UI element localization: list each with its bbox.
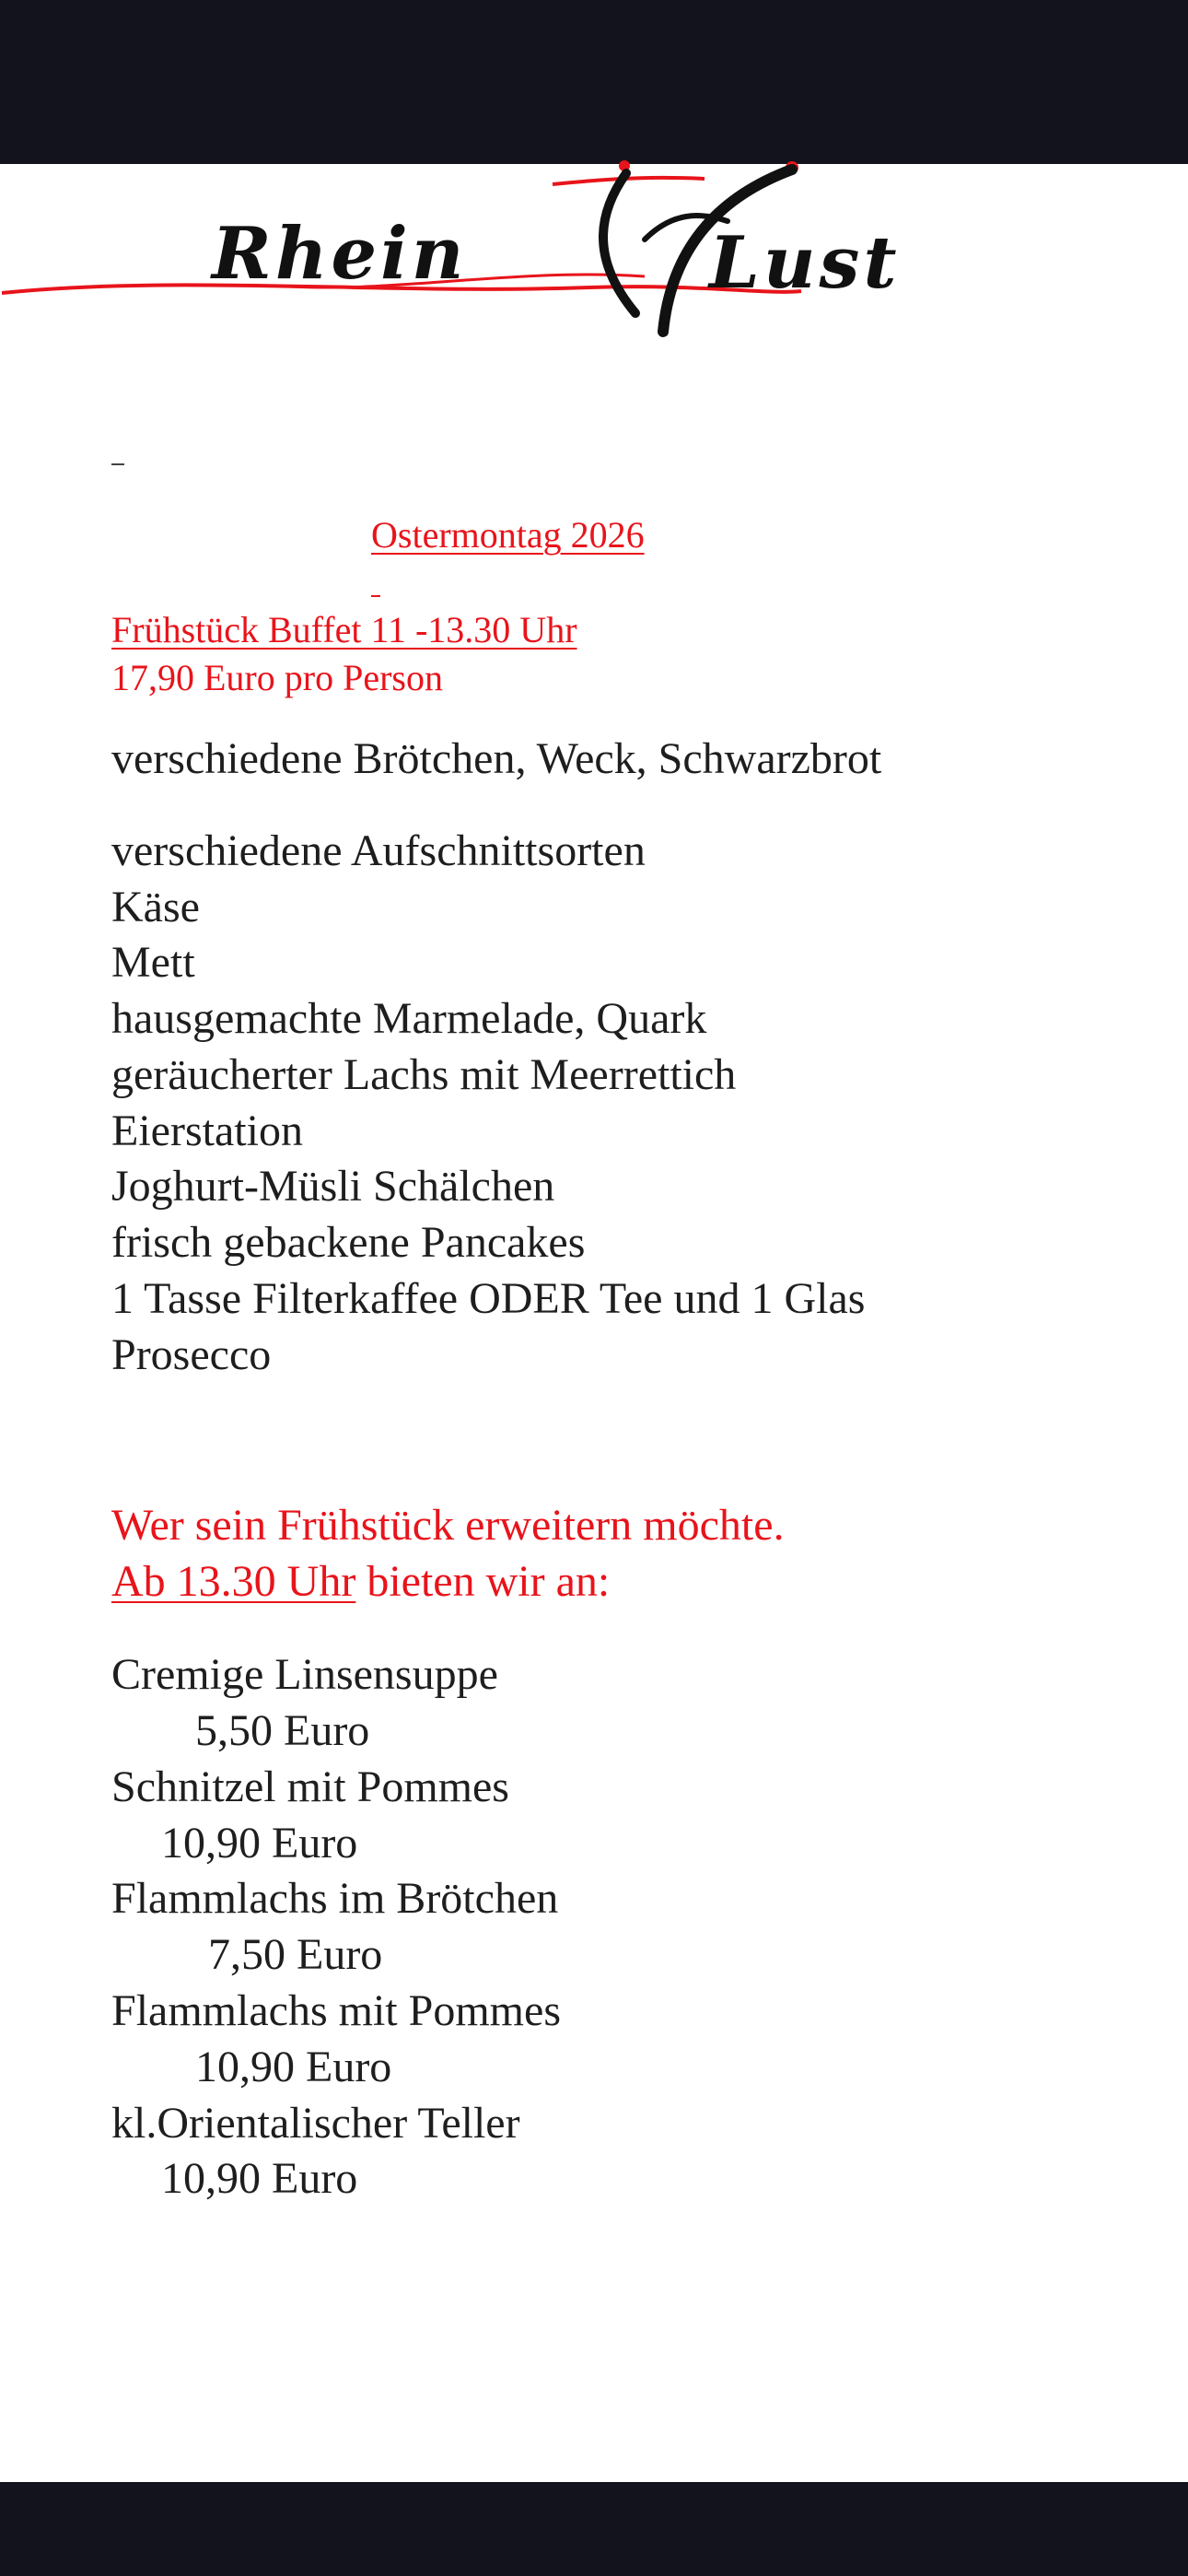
breakfast-item: frisch gebackene Pancakes <box>111 1218 586 1267</box>
extras-intro-rest: bieten wir an: <box>355 1557 611 1606</box>
breakfast-item: hausgemachte Marmelade, Quark <box>111 994 707 1043</box>
logo-word-left: Rhein <box>212 212 468 296</box>
dish-price: 10,90 Euro <box>161 1819 358 1868</box>
dish-name: Cremige Linsensuppe <box>111 1650 498 1699</box>
logo-figure-left-stroke <box>603 173 635 313</box>
occasion-heading: Ostermontag 2026 <box>371 514 645 556</box>
stray-mark-red <box>371 595 380 597</box>
bread-line: verschiedene Brötchen, Weck, Schwarzbrot <box>111 734 882 783</box>
dish-price: 7,50 Euro <box>208 1930 383 1979</box>
dish-price: 5,50 Euro <box>195 1706 370 1755</box>
buffet-title: Frühstück Buffet 11 -13.30 Uhr <box>111 609 577 650</box>
dish-price: 10,90 Euro <box>195 2043 392 2091</box>
dish-price: 10,90 Euro <box>161 2154 358 2203</box>
breakfast-item: verschiedene Aufschnittsorten <box>111 826 646 875</box>
breakfast-item: Käse <box>111 883 200 931</box>
stray-mark <box>111 463 124 465</box>
dish-name: kl.Orientalischer Teller <box>111 2099 520 2148</box>
extras-intro-time: Ab 13.30 Uhr <box>111 1557 356 1606</box>
logo-swoosh-top <box>553 178 705 184</box>
logo-graphic <box>0 157 976 341</box>
dish-name: Schnitzel mit Pommes <box>111 1762 509 1811</box>
breakfast-item: Mett <box>111 938 195 987</box>
extras-intro-time-line <box>111 1557 611 1606</box>
breakfast-item: 1 Tasse Filterkaffee ODER Tee und 1 Glas <box>111 1274 866 1323</box>
breakfast-item: geräucherter Lachs mit Meerrettich <box>111 1050 737 1099</box>
logo-word-right: Lust <box>709 221 901 305</box>
top-bar <box>0 0 1188 164</box>
dish-name: Flammlachs im Brötchen <box>111 1874 559 1923</box>
extras-intro: Wer sein Frühstück erweitern möchte. <box>111 1501 785 1550</box>
rheinlust-logo <box>0 157 976 341</box>
bottom-bar <box>0 2482 1188 2576</box>
breakfast-item: Prosecco <box>111 1330 272 1379</box>
dish-name: Flammlachs mit Pommes <box>111 1986 561 2035</box>
breakfast-item: Joghurt-Müsli Schälchen <box>111 1162 555 1211</box>
buffet-price: 17,90 Euro pro Person <box>111 657 443 698</box>
breakfast-item: Eierstation <box>111 1107 303 1155</box>
